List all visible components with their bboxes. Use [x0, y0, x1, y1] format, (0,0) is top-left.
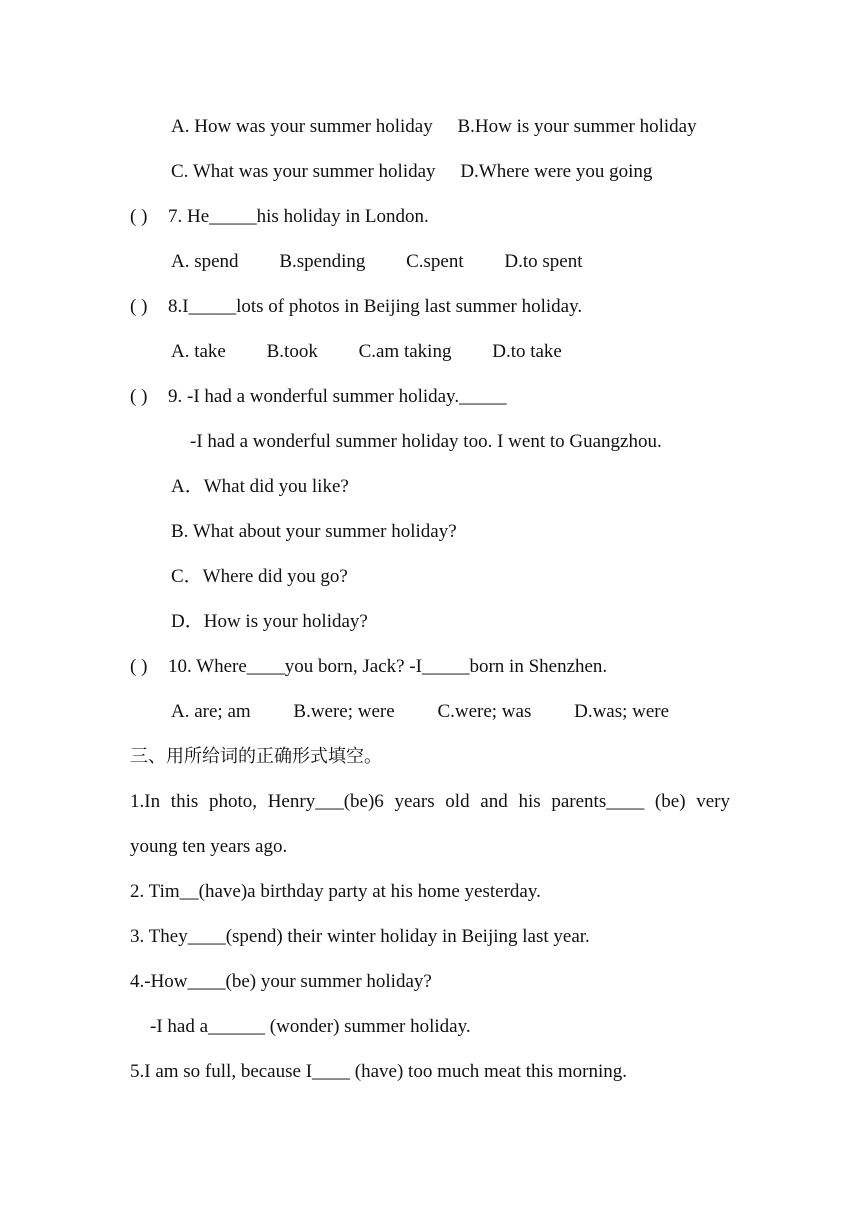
q9-stem-line	[130, 384, 730, 410]
q7-answer-paren: ( )	[130, 206, 148, 227]
q6-option-d: D.Where were you going	[460, 161, 653, 182]
q9-option-c: C．Where did you go?	[171, 566, 348, 587]
q8-answer-paren: ( )	[130, 296, 148, 317]
q8-option-d: D.to take	[492, 341, 562, 362]
q7-stem-line	[130, 204, 730, 230]
q7-option-a: A. spend	[171, 251, 239, 272]
q8-options	[171, 339, 730, 365]
q7-option-b: B.spending	[279, 251, 366, 272]
q10-stem: 10. Where____you born, Jack? -I_____born in Shenzhen.	[168, 656, 608, 677]
q10-options	[171, 699, 730, 725]
section3-item-3: 3. They____(spend) their winter holiday in Beijing last year.	[130, 926, 590, 947]
q9-option-a: A．What did you like?	[171, 476, 349, 497]
q9-option-b: B. What about your summer holiday?	[171, 521, 457, 542]
q8-stem-line	[130, 294, 730, 320]
section3-item-4-answer: -I had a______ (wonder) summer holiday.	[150, 1016, 471, 1037]
q10-answer-paren: ( )	[130, 656, 148, 677]
q10-option-a: A. are; am	[171, 701, 251, 722]
section3-item-4-question: 4.-How____(be) your summer holiday?	[130, 971, 432, 992]
q6-options-row1	[171, 114, 730, 140]
section3-item-2: 2. Tim__(have)a birthday party at his home yesterday.	[130, 881, 541, 902]
section3-item-5: 5.I am so full, because I____ (have) too much meat this morning.	[130, 1061, 628, 1082]
q9-answer-paren: ( )	[130, 386, 148, 407]
q6-option-c: C. What was your summer holiday	[171, 161, 436, 182]
section3-item-1-line2: young ten years ago.	[130, 836, 288, 857]
q9-option-d: D．How is your holiday?	[171, 611, 368, 632]
q10-option-d: D.was; were	[574, 701, 670, 722]
q6-option-b: B.How is your summer holiday	[457, 116, 697, 137]
q8-option-c: C.am taking	[358, 341, 452, 362]
q8-option-b: B.took	[266, 341, 318, 362]
q7-options	[171, 249, 730, 275]
q7-option-d: D.to spent	[504, 251, 583, 272]
q7-stem: 7. He_____his holiday in London.	[168, 206, 429, 227]
q10-option-b: B.were; were	[293, 701, 395, 722]
q7-option-c: C.spent	[406, 251, 464, 272]
q6-option-a: A. How was your summer holiday	[171, 116, 433, 137]
section3-heading: 三、用所给词的正确形式填空。	[130, 746, 382, 767]
q9-reply: -I had a wonderful summer holiday too. I went to Guangzhou.	[190, 431, 662, 452]
q10-stem-line	[130, 654, 730, 680]
q8-option-a: A. take	[171, 341, 226, 362]
section3-item-1-line1: 1.In this photo, Henry___(be)6 years old and his parents____ (be) very	[130, 791, 730, 812]
q9-stem: 9. -I had a wonderful summer holiday._____	[168, 386, 507, 407]
q10-option-c: C.were; was	[437, 701, 532, 722]
q6-options-row2	[171, 159, 730, 185]
q8-stem: 8.I_____lots of photos in Beijing last summer holiday.	[168, 296, 583, 317]
